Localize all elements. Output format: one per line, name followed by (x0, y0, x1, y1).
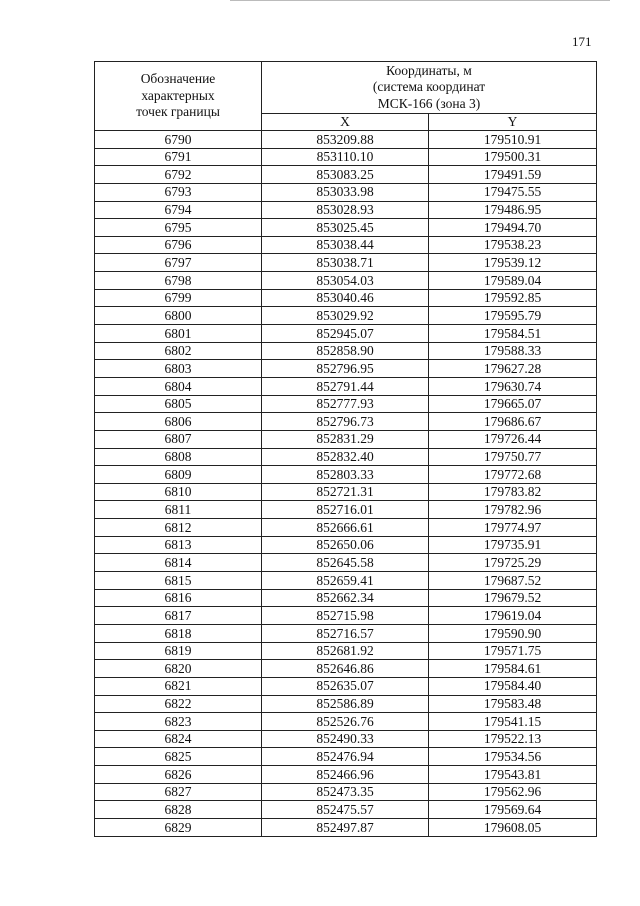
table-row (95, 254, 597, 272)
table-row (95, 201, 597, 219)
point-id-cell: 6797 (95, 254, 262, 272)
table-row (95, 801, 597, 819)
point-id-cell: 6807 (95, 430, 262, 448)
y-coordinate-cell: 179522.13 (429, 730, 597, 748)
table-row (95, 430, 597, 448)
x-coordinate-cell: 853038.71 (262, 254, 429, 272)
table-row (95, 554, 597, 572)
x-coordinate-cell: 853040.46 (262, 289, 429, 307)
table-row (95, 766, 597, 784)
table-row (95, 748, 597, 766)
table-row (95, 289, 597, 307)
x-coordinate-cell: 852659.41 (262, 572, 429, 590)
table-row (95, 395, 597, 413)
y-coordinate-cell: 179630.74 (429, 377, 597, 395)
table-row (95, 483, 597, 501)
y-coordinate-cell: 179475.55 (429, 183, 597, 201)
x-coordinate-cell: 852716.01 (262, 501, 429, 519)
x-coordinate-cell: 853029.92 (262, 307, 429, 325)
point-id-cell: 6813 (95, 536, 262, 554)
table-row (95, 695, 597, 713)
point-id-cell: 6812 (95, 519, 262, 537)
header-coord-line: МСК-166 (зона 3) (377, 95, 481, 111)
point-id-cell: 6792 (95, 166, 262, 184)
table-row (95, 342, 597, 360)
point-id-cell: 6819 (95, 642, 262, 660)
point-id-cell: 6805 (95, 395, 262, 413)
y-coordinate-cell: 179543.81 (429, 766, 597, 784)
x-coordinate-cell: 853209.88 (262, 131, 429, 149)
header-name-line: точек границы (136, 104, 220, 120)
table-row (95, 572, 597, 590)
table-row (95, 589, 597, 607)
header-x: X (262, 114, 429, 131)
point-id-cell: 6825 (95, 748, 262, 766)
x-coordinate-cell: 852476.94 (262, 748, 429, 766)
y-coordinate-cell: 179772.68 (429, 466, 597, 484)
table-row (95, 466, 597, 484)
y-coordinate-cell: 179510.91 (429, 131, 597, 149)
point-id-cell: 6815 (95, 572, 262, 590)
top-rule (230, 0, 610, 3)
y-coordinate-cell: 179735.91 (429, 536, 597, 554)
table-row (95, 219, 597, 237)
x-coordinate-cell: 852832.40 (262, 448, 429, 466)
header-point-name (95, 62, 262, 131)
y-coordinate-cell: 179584.51 (429, 325, 597, 343)
y-coordinate-cell: 179686.67 (429, 413, 597, 431)
table-row (95, 818, 597, 836)
point-id-cell: 6801 (95, 325, 262, 343)
point-id-cell: 6822 (95, 695, 262, 713)
x-coordinate-cell: 853038.44 (262, 236, 429, 254)
table-row (95, 377, 597, 395)
table-row (95, 642, 597, 660)
table-body (95, 131, 597, 837)
point-id-cell: 6828 (95, 801, 262, 819)
x-coordinate-cell: 852466.96 (262, 766, 429, 784)
x-coordinate-cell: 852666.61 (262, 519, 429, 537)
x-coordinate-cell: 852796.95 (262, 360, 429, 378)
y-coordinate-cell: 179679.52 (429, 589, 597, 607)
x-coordinate-cell: 852526.76 (262, 713, 429, 731)
point-id-cell: 6820 (95, 660, 262, 678)
x-coordinate-cell: 852721.31 (262, 483, 429, 501)
y-coordinate-cell: 179588.33 (429, 342, 597, 360)
x-coordinate-cell: 852716.57 (262, 624, 429, 642)
point-id-cell: 6790 (95, 131, 262, 149)
y-coordinate-cell: 179665.07 (429, 395, 597, 413)
y-coordinate-cell: 179569.64 (429, 801, 597, 819)
table-row (95, 166, 597, 184)
y-coordinate-cell: 179539.12 (429, 254, 597, 272)
point-id-cell: 6795 (95, 219, 262, 237)
x-coordinate-cell: 852473.35 (262, 783, 429, 801)
header-name-line: характерных (141, 87, 215, 103)
point-id-cell: 6829 (95, 818, 262, 836)
x-coordinate-cell: 853025.45 (262, 219, 429, 237)
point-id-cell: 6823 (95, 713, 262, 731)
y-coordinate-cell: 179541.15 (429, 713, 597, 731)
x-coordinate-cell: 852945.07 (262, 325, 429, 343)
header-coordinates (262, 62, 597, 114)
table-row (95, 501, 597, 519)
point-id-cell: 6796 (95, 236, 262, 254)
point-id-cell: 6808 (95, 448, 262, 466)
point-id-cell: 6799 (95, 289, 262, 307)
x-coordinate-cell: 852831.29 (262, 430, 429, 448)
x-coordinate-cell: 852645.58 (262, 554, 429, 572)
table-row (95, 360, 597, 378)
x-coordinate-cell: 853028.93 (262, 201, 429, 219)
point-id-cell: 6811 (95, 501, 262, 519)
x-coordinate-cell: 852791.44 (262, 377, 429, 395)
table-row (95, 448, 597, 466)
table-row (95, 783, 597, 801)
x-coordinate-cell: 852490.33 (262, 730, 429, 748)
x-coordinate-cell: 852803.33 (262, 466, 429, 484)
y-coordinate-cell: 179725.29 (429, 554, 597, 572)
point-id-cell: 6814 (95, 554, 262, 572)
header-name-line: Обозначение (140, 71, 216, 87)
x-coordinate-cell: 852586.89 (262, 695, 429, 713)
x-coordinate-cell: 853110.10 (262, 148, 429, 166)
y-coordinate-cell: 179627.28 (429, 360, 597, 378)
table-row (95, 624, 597, 642)
x-coordinate-cell: 852475.57 (262, 801, 429, 819)
header-y: Y (429, 114, 597, 131)
point-id-cell: 6803 (95, 360, 262, 378)
y-coordinate-cell: 179592.85 (429, 289, 597, 307)
x-coordinate-cell: 853033.98 (262, 183, 429, 201)
x-coordinate-cell: 852650.06 (262, 536, 429, 554)
point-id-cell: 6794 (95, 201, 262, 219)
y-coordinate-cell: 179783.82 (429, 483, 597, 501)
y-coordinate-cell: 179494.70 (429, 219, 597, 237)
header-coord-line: (система координат (372, 79, 486, 95)
y-coordinate-cell: 179687.52 (429, 572, 597, 590)
page-number: 171 (572, 34, 592, 49)
point-id-cell: 6824 (95, 730, 262, 748)
x-coordinate-cell: 852635.07 (262, 677, 429, 695)
y-coordinate-cell: 179584.40 (429, 677, 597, 695)
y-coordinate-cell: 179590.90 (429, 624, 597, 642)
y-coordinate-cell: 179534.56 (429, 748, 597, 766)
coordinates-table (94, 61, 597, 837)
table-row (95, 536, 597, 554)
y-coordinate-cell: 179589.04 (429, 272, 597, 290)
point-id-cell: 6800 (95, 307, 262, 325)
y-coordinate-cell: 179491.59 (429, 166, 597, 184)
table-row (95, 325, 597, 343)
point-id-cell: 6809 (95, 466, 262, 484)
x-coordinate-cell: 852715.98 (262, 607, 429, 625)
table-row (95, 272, 597, 290)
y-coordinate-cell: 179562.96 (429, 783, 597, 801)
table-row (95, 677, 597, 695)
table-row (95, 660, 597, 678)
table-row (95, 607, 597, 625)
point-id-cell: 6793 (95, 183, 262, 201)
table-row (95, 730, 597, 748)
point-id-cell: 6804 (95, 377, 262, 395)
table-row (95, 148, 597, 166)
table-row (95, 307, 597, 325)
y-coordinate-cell: 179750.77 (429, 448, 597, 466)
table-row (95, 183, 597, 201)
x-coordinate-cell: 852777.93 (262, 395, 429, 413)
y-coordinate-cell: 179500.31 (429, 148, 597, 166)
point-id-cell: 6821 (95, 677, 262, 695)
point-id-cell: 6818 (95, 624, 262, 642)
y-coordinate-cell: 179595.79 (429, 307, 597, 325)
table-row (95, 131, 597, 149)
y-coordinate-cell: 179782.96 (429, 501, 597, 519)
y-coordinate-cell: 179486.95 (429, 201, 597, 219)
y-coordinate-cell: 179571.75 (429, 642, 597, 660)
y-coordinate-cell: 179619.04 (429, 607, 597, 625)
point-id-cell: 6806 (95, 413, 262, 431)
y-coordinate-cell: 179608.05 (429, 818, 597, 836)
table-row (95, 713, 597, 731)
point-id-cell: 6817 (95, 607, 262, 625)
y-coordinate-cell: 179584.61 (429, 660, 597, 678)
y-coordinate-cell: 179726.44 (429, 430, 597, 448)
point-id-cell: 6798 (95, 272, 262, 290)
point-id-cell: 6810 (95, 483, 262, 501)
x-coordinate-cell: 852497.87 (262, 818, 429, 836)
table-row (95, 413, 597, 431)
table-row (95, 519, 597, 537)
y-coordinate-cell: 179538.23 (429, 236, 597, 254)
x-coordinate-cell: 852681.92 (262, 642, 429, 660)
x-coordinate-cell: 852662.34 (262, 589, 429, 607)
point-id-cell: 6826 (95, 766, 262, 784)
point-id-cell: 6802 (95, 342, 262, 360)
y-coordinate-cell: 179583.48 (429, 695, 597, 713)
x-coordinate-cell: 852796.73 (262, 413, 429, 431)
x-coordinate-cell: 852646.86 (262, 660, 429, 678)
point-id-cell: 6827 (95, 783, 262, 801)
point-id-cell: 6791 (95, 148, 262, 166)
y-coordinate-cell: 179774.97 (429, 519, 597, 537)
x-coordinate-cell: 853054.03 (262, 272, 429, 290)
header-coord-line: Координаты, м (386, 62, 472, 78)
table-row (95, 236, 597, 254)
point-id-cell: 6816 (95, 589, 262, 607)
x-coordinate-cell: 852858.90 (262, 342, 429, 360)
x-coordinate-cell: 853083.25 (262, 166, 429, 184)
